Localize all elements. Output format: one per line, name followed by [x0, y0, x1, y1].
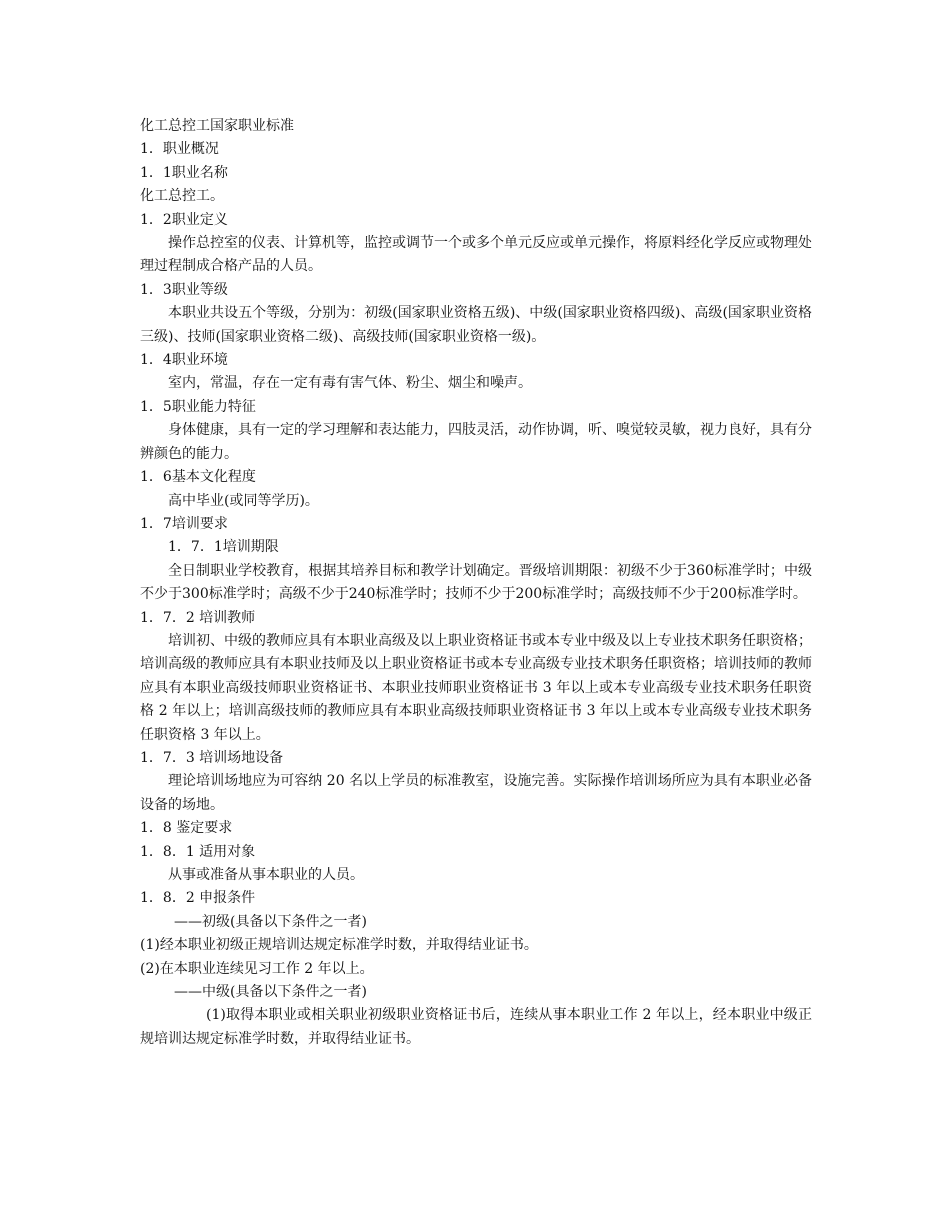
- paragraph: 身体健康，具有一定的学习理解和表达能力，四肢灵活，动作协调，听、嗅觉较灵敏，视力良好，具有分辨颜色的能力。: [140, 422, 812, 462]
- subsubsection-heading: 1．7．3 培训场地设备: [140, 749, 284, 766]
- paragraph: 理论培训场地应为可容纳 20 名以上学员的标准教室，设施完善。实际操作培训场所应为具有本职业必备设备的场地。: [140, 773, 812, 813]
- subsubsection-heading: 1．7．1培训期限: [168, 539, 279, 556]
- document-body: [140, 115, 812, 1051]
- paragraph: 高中毕业(或同等学历)。: [168, 492, 319, 509]
- level-heading-intermediate: ——中级(具备以下条件之一者): [174, 984, 367, 1001]
- subsubsection-heading: 1．8．1 适用对象: [140, 843, 256, 860]
- subsection-heading: 1．1职业名称: [140, 164, 228, 181]
- section-heading: 1．职业概况: [140, 141, 219, 158]
- paragraph: 全日制职业学校教育，根据其培养目标和教学计划确定。晋级培训期限：初级不少于360标准学时；中级不少于300标准学时；高级不少于240标准学时；技师不少于200标准学时；高级技师不少于200标准学时。: [140, 562, 812, 603]
- document-title: 化工总控工国家职业标准: [140, 118, 294, 134]
- paragraph: 室内，常温，存在一定有毒有害气体、粉尘、烟尘和噪声。: [168, 375, 532, 392]
- subsubsection-heading: 1．7．2 培训教师: [140, 609, 256, 626]
- list-item: (1)经本职业初级正规培训达规定标准学时数，并取得结业证书。: [140, 937, 538, 954]
- paragraph: 培训初、中级的教师应具有本职业高级及以上职业资格证书或本专业中级及以上专业技术职务任职资格；培训高级的教师应具有本职业技师及以上职业资格证书或本专业高级专业技术职务任职资格；培训技师的教师应具有本职业高级技师职业资格证书、本职业技师职业资格证书 3 年以上或本专业高级专业技术职务任职资格 2 年以上；培训高级技师的教师应具有本职业高级技师职业资格证书 3 年以上或本专业高级专业技术职务任职资格 3 年以上。: [140, 632, 812, 743]
- paragraph: 本职业共设五个等级，分别为：初级(国家职业资格五级)、中级(国家职业资格四级)、高级(国家职业资格三级)、技师(国家职业资格二级)、高级技师(国家职业资格一级)。: [140, 305, 812, 345]
- subsection-heading: 1．4职业环境: [140, 352, 228, 369]
- paragraph: 操作总控室的仪表、计算机等，监控或调节一个或多个单元反应或单元操作，将原料经化学反应或物理处理过程制成合格产品的人员。: [140, 235, 812, 275]
- subsection-heading: 1．5职业能力特征: [140, 398, 256, 415]
- subsection-heading: 1．8 鉴定要求: [140, 820, 233, 837]
- paragraph: 化工总控工。: [140, 188, 224, 205]
- paragraph: 从事或准备从事本职业的人员。: [168, 867, 364, 883]
- subsection-heading: 1．3职业等级: [140, 281, 228, 298]
- subsection-heading: 1．6基本文化程度: [140, 469, 256, 486]
- list-item: (1)取得本职业或相关职业初级职业资格证书后，连续从事本职业工作 2 年以上，经本职业中级正规培训达规定标准学时数，并取得结业证书。: [140, 1007, 812, 1047]
- level-heading-primary: ——初级(具备以下条件之一者): [174, 913, 367, 930]
- list-item: (2)在本职业连续见习工作 2 年以上。: [140, 960, 374, 977]
- subsubsection-heading: 1．8．2 申报条件: [140, 890, 256, 907]
- subsection-heading: 1．2职业定义: [140, 211, 228, 228]
- subsection-heading: 1．7培训要求: [140, 515, 228, 532]
